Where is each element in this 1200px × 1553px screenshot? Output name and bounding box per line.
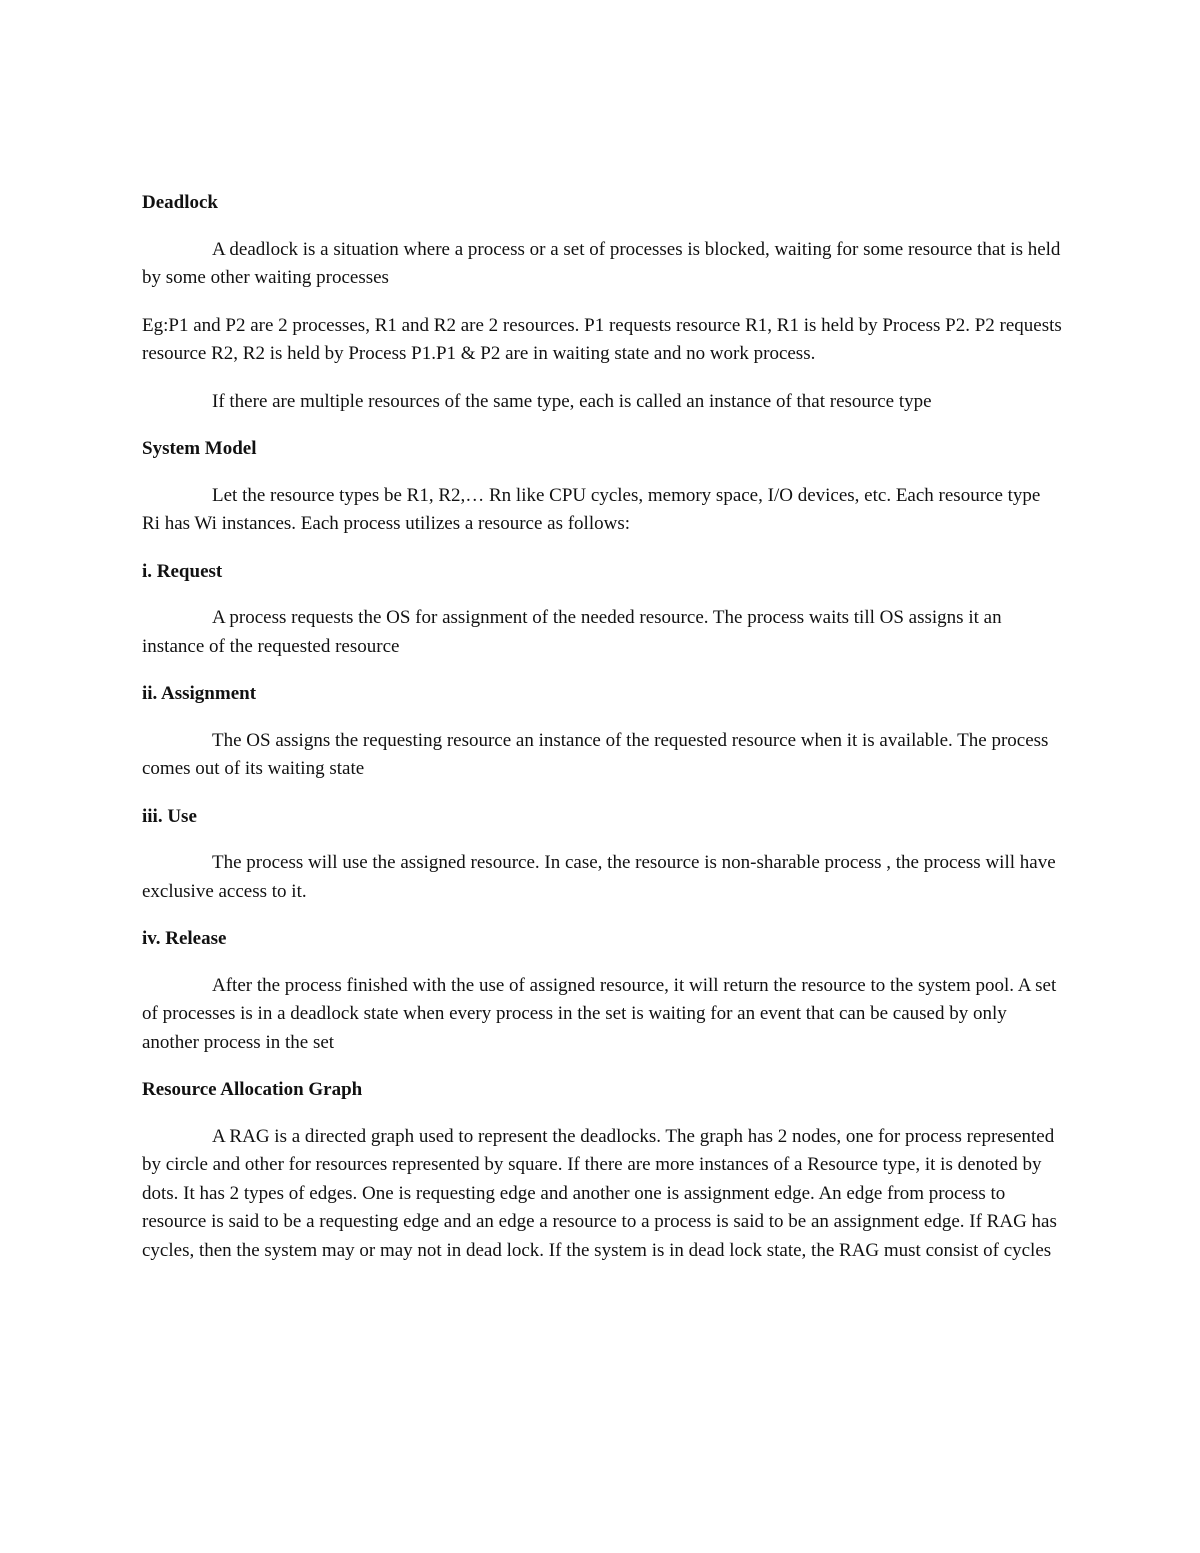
heading-deadlock: Deadlock: [142, 192, 218, 213]
paragraph-assignment: The OS assigns the requesting resource an instance of the requested resource when it is available. The process comes out of its waiting state: [142, 729, 1049, 779]
heading-resource-allocation-graph: Resource Allocation Graph: [142, 1079, 363, 1100]
heading-release: iv. Release: [142, 928, 227, 949]
heading-request: i. Request: [142, 560, 223, 582]
paragraph-resource-allocation-graph: A RAG is a directed graph used to represent the deadlocks. The graph has 2 nodes, one for process represented by circle and other for resources represented by square. If there are more instances of a Resource type, it is denoted by dots. It has 2 types of edges. One is requesting edge and another one is assignment edge. An edge from process to resource is said to be a requesting edge and an edge a resource to a process is said to be an assignment edge. If RAG has cycles, then the system may or may not in dead lock. If the system is in dead lock state, the RAG must consist of cycles: [142, 1125, 1057, 1261]
paragraph-release: After the process finished with the use of assigned resource, it will return the resource to the system pool. A set of processes is in a deadlock state when every process in the set is waiting for an event that can be caused by only another process in the set: [142, 974, 1057, 1053]
paragraph-resource-instance: If there are multiple resources of the same type, each is called an instance of that resource type: [212, 390, 932, 412]
heading-system-model: System Model: [142, 438, 257, 459]
paragraph-deadlock-example: Eg:P1 and P2 are 2 processes, R1 and R2 are 2 resources. P1 requests resource R1, R1 is held by Process P2. P2 requests resource R2, R2 is held by Process P1.P1 & P2 are in waiting state and no work process.: [142, 314, 1062, 364]
paragraph-use: The process will use the assigned resource. In case, the resource is non-sharable process , the process will have exclusive access to it.: [142, 852, 1056, 902]
paragraph-request: A process requests the OS for assignment of the needed resource. The process waits till OS assigns it an instance of the requested resource: [142, 607, 1002, 657]
heading-assignment: ii. Assignment: [142, 683, 257, 704]
heading-use: iii. Use: [142, 805, 197, 827]
paragraph-system-model: Let the resource types be R1, R2,… Rn like CPU cycles, memory space, I/O devices, etc. Each resource type Ri has Wi instances. Each process utilizes a resource as follows:: [142, 484, 1041, 534]
paragraph-deadlock-definition: A deadlock is a situation where a process or a set of processes is blocked, waiting for some resource that is held by some other waiting processes: [142, 238, 1061, 288]
document-body: [142, 189, 1062, 1284]
